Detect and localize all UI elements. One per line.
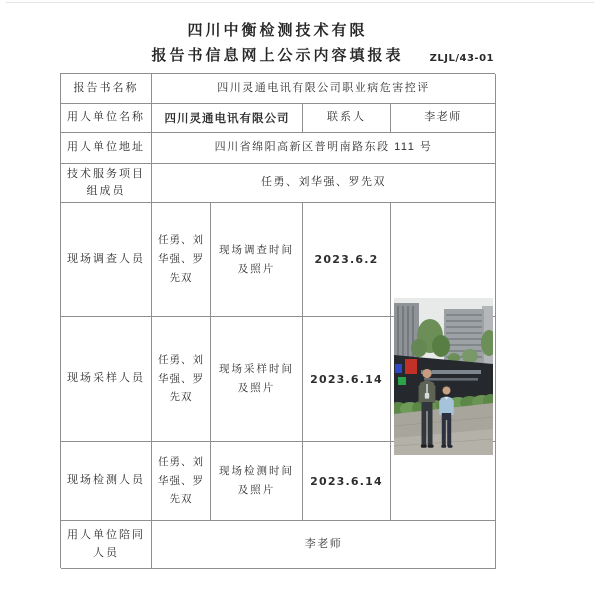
document-title-line2: 报告书信息网上公示内容填报表 [151, 46, 404, 64]
escort-label: 用人单位陪同人员 [61, 521, 152, 569]
survey-time-value: 2023.6.2 [303, 203, 391, 317]
survey-members: 任勇、刘华强、罗先双 [152, 203, 211, 317]
employer-name-value: 四川灵通电讯有限公司 [152, 104, 303, 133]
team-value: 任勇、刘华强、罗先双 [152, 164, 496, 203]
survey-label: 现场调查人员 [61, 203, 152, 317]
document-header [60, 20, 495, 67]
photo-sign-green-glyph [398, 377, 406, 385]
sampling-time-label: 现场采样时间及照片 [211, 317, 303, 442]
document-title-line1: 四川中衡检测技术有限 [187, 22, 368, 39]
photo-sign-red-glyph [405, 359, 417, 374]
employer-address-value: 四川省绵阳高新区普明南路东段 111 号 [152, 133, 496, 164]
testing-members: 任勇、刘华强、罗先双 [152, 442, 211, 521]
report-name-value: 四川灵通电讯有限公司职业病危害控评 [152, 74, 496, 104]
team-label: 技术服务项目组成员 [61, 164, 152, 203]
contact-value: 李老师 [391, 104, 496, 133]
testing-label: 现场检测人员 [61, 442, 152, 521]
photo-sign-blue-glyph [395, 364, 402, 373]
testing-time-label: 现场检测时间及照片 [211, 442, 303, 521]
employer-name-label: 用人单位名称 [61, 104, 152, 133]
sampling-members: 任勇、刘华强、罗先双 [152, 317, 211, 442]
page-edge [6, 2, 594, 3]
contact-label: 联系人 [303, 104, 391, 133]
sampling-label: 现场采样人员 [61, 317, 152, 442]
sampling-time-value: 2023.6.14 [303, 317, 391, 442]
site-photo [394, 298, 493, 455]
form-code: ZLJL/43-01 [429, 53, 494, 64]
testing-time-value: 2023.6.14 [303, 442, 391, 521]
survey-time-label: 现场调查时间及照片 [211, 203, 303, 317]
report-name-label: 报告书名称 [61, 74, 152, 104]
employer-address-label: 用人单位地址 [61, 133, 152, 164]
escort-value: 李老师 [152, 521, 496, 569]
